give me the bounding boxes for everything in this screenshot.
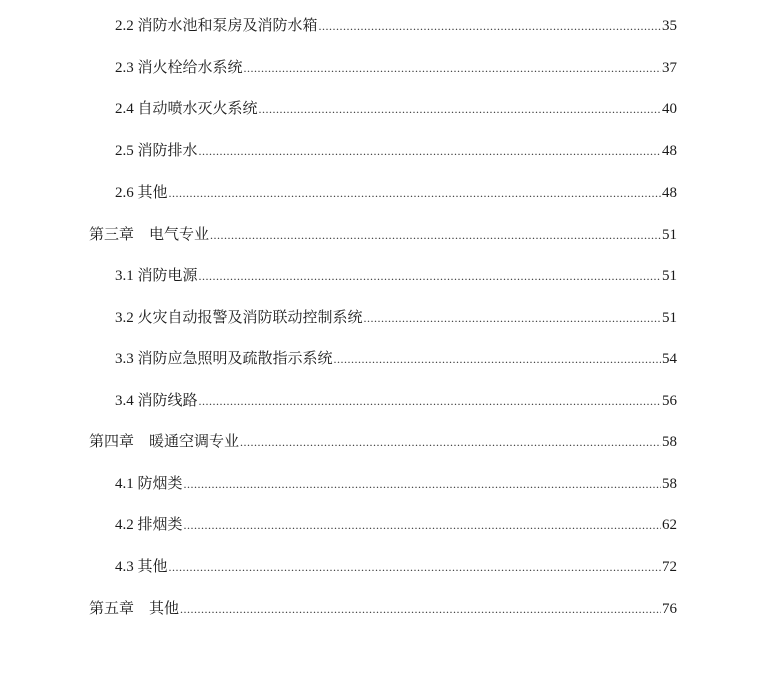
toc-entry-4-2[interactable] <box>115 514 677 536</box>
toc-chapter-4[interactable] <box>89 431 677 453</box>
toc-entry-title: 3.2 火灾自动报警及消防联动控制系统 <box>115 310 363 326</box>
toc-page-number: 51 <box>662 310 677 326</box>
toc-page-number: 51 <box>662 268 677 284</box>
toc-page-number: 35 <box>662 18 677 34</box>
toc-entry-title: 4.1 防烟类 <box>115 476 183 492</box>
toc-entry-2-4[interactable] <box>115 98 677 120</box>
toc-entry-title: 3.4 消防线路 <box>115 393 198 409</box>
toc-entry-2-3[interactable] <box>115 57 677 79</box>
dot-leader <box>184 473 661 495</box>
dot-leader <box>364 307 661 329</box>
toc-entry-2-5[interactable] <box>115 140 677 162</box>
toc-entry-title: 2.4 自动喷水灭火系统 <box>115 101 258 117</box>
toc-entry-2-2[interactable] <box>115 15 677 37</box>
toc-entry-3-1[interactable] <box>115 265 677 287</box>
toc-entry-title: 4.3 其他 <box>115 559 168 575</box>
toc-page-number: 37 <box>662 60 677 76</box>
toc-page-number: 58 <box>662 434 677 450</box>
dot-leader <box>240 431 661 453</box>
dot-leader <box>244 57 661 79</box>
dot-leader <box>319 15 661 37</box>
toc-chapter-5[interactable] <box>89 598 677 620</box>
toc-chapter-title: 第四章 暖通空调专业 <box>89 434 240 450</box>
toc-page-number: 76 <box>662 601 677 617</box>
dot-leader <box>169 556 661 578</box>
toc-entry-3-4[interactable] <box>115 390 677 412</box>
dot-leader <box>199 265 661 287</box>
dot-leader <box>210 224 661 246</box>
toc-entry-title: 4.2 排烟类 <box>115 517 183 533</box>
toc-page-number: 51 <box>662 227 677 243</box>
toc-chapter-title: 第五章 其他 <box>89 601 180 617</box>
toc-page-number: 72 <box>662 559 677 575</box>
toc-page-number: 56 <box>662 393 677 409</box>
toc-entry-title: 3.3 消防应急照明及疏散指示系统 <box>115 351 333 367</box>
toc-entry-title: 2.5 消防排水 <box>115 143 198 159</box>
toc-entry-3-3[interactable] <box>115 348 677 370</box>
toc-page-number: 40 <box>662 101 677 117</box>
dot-leader <box>259 98 661 120</box>
toc-entry-3-2[interactable] <box>115 307 677 329</box>
dot-leader <box>184 514 661 536</box>
toc-page-number: 48 <box>662 185 677 201</box>
dot-leader <box>199 390 661 412</box>
toc-entry-4-1[interactable] <box>115 473 677 495</box>
toc-page-number: 58 <box>662 476 677 492</box>
toc-entry-2-6[interactable] <box>115 182 677 204</box>
toc-entry-title: 2.6 其他 <box>115 185 168 201</box>
toc-page-number: 48 <box>662 143 677 159</box>
toc-page-number: 54 <box>662 351 677 367</box>
toc-entry-title: 3.1 消防电源 <box>115 268 198 284</box>
toc-entry-4-3[interactable] <box>115 556 677 578</box>
toc-entry-title: 2.3 消火栓给水系统 <box>115 60 243 76</box>
toc-chapter-3[interactable] <box>89 224 677 246</box>
toc-chapter-title: 第三章 电气专业 <box>89 227 210 243</box>
dot-leader <box>169 182 661 204</box>
dot-leader <box>199 140 661 162</box>
toc-page-number: 62 <box>662 517 677 533</box>
dot-leader <box>180 598 661 620</box>
toc-entry-title: 2.2 消防水池和泵房及消防水箱 <box>115 18 318 34</box>
dot-leader <box>334 348 661 370</box>
